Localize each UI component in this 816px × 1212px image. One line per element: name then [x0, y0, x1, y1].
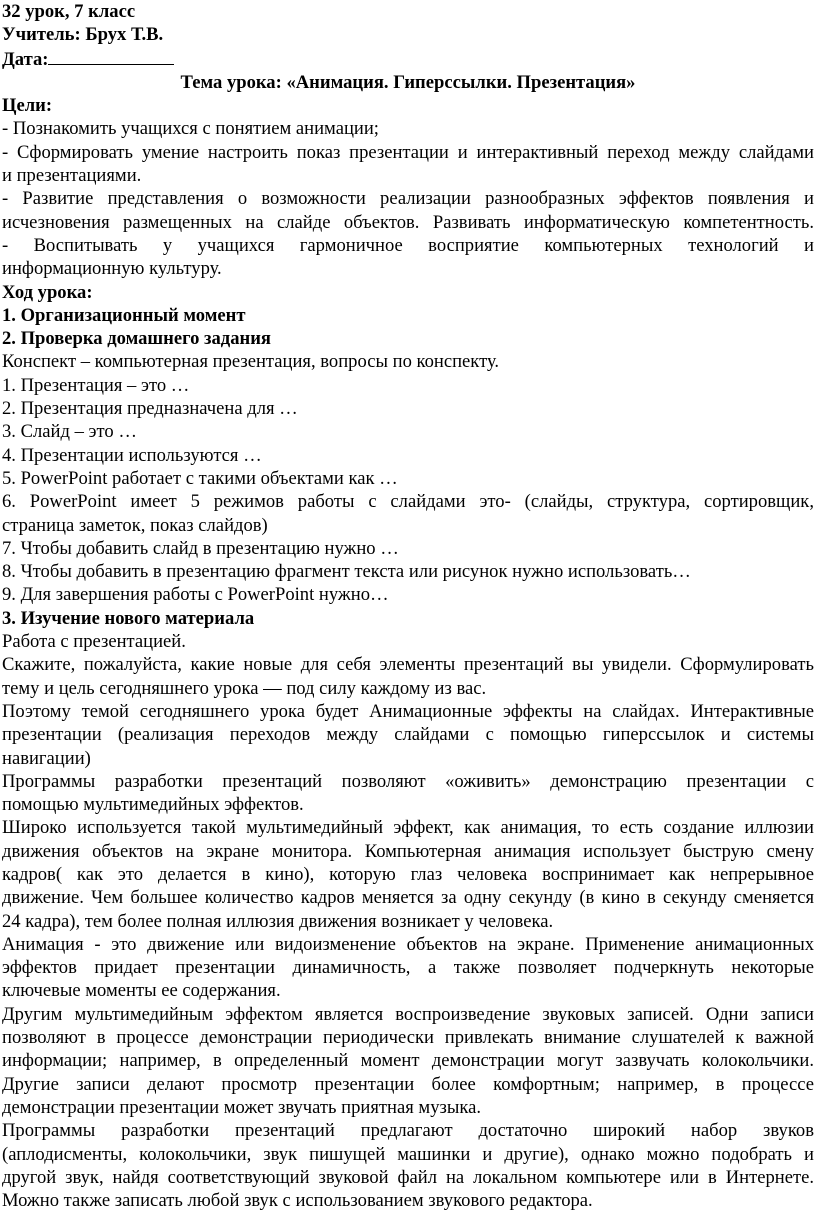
material-line: помощью мультимедийных эффектов. — [2, 794, 304, 816]
material-line: Другим мультимедийным эффектом является воспроизведение звуковых записей. Одни записи — [2, 1003, 814, 1025]
homework-question: 7. Чтобы добавить слайд в презентацию нужно … — [2, 537, 399, 559]
material-line: Поэтому темой сегодняшнего урока будет Анимационные эффекты на слайдах. Интерактивные — [2, 700, 814, 722]
step-organizational: 1. Организационный момент — [2, 304, 246, 326]
homework-question: 8. Чтобы добавить в презентацию фрагмент текста или рисунок нужно использовать… — [2, 561, 691, 583]
homework-question: 3. Слайд – это … — [2, 421, 137, 443]
material-line: движения объектов на экране монитора. Компьютерная анимация использует быструю смену — [2, 840, 814, 862]
material-line: демонстрации презентации может звучать приятная музыка. — [2, 1096, 481, 1118]
material-line: навигации) — [2, 747, 91, 769]
homework-question: 9. Для завершения работы с PowerPoint нужно… — [2, 584, 389, 606]
material-line: другой звук, найдя соответствующий звуковой файл на локальном компьютере или в Интернете. — [2, 1166, 814, 1188]
material-line: ключевые моменты ее содержания. — [2, 980, 281, 1002]
material-line: Работа с презентацией. — [2, 631, 186, 653]
goal-line: - Познакомить учащихся с понятием анимации; — [2, 118, 379, 140]
material-line: Программы разработки презентаций предлагают достаточно широкий набор звуков — [2, 1120, 814, 1142]
material-line: Программы разработки презентаций позволяют «оживить» демонстрацию презентации с — [2, 770, 814, 792]
homework-question: 4. Презентации используются … — [2, 444, 262, 466]
goal-line: исчезновения размещенных на слайде объектов. Развивать информатическую компетентность. — [2, 211, 814, 233]
material-line: тему и цель сегодняшнего урока — под силу каждому из вас. — [2, 677, 487, 699]
goals-heading: Цели: — [2, 95, 53, 117]
homework-line: Конспект – компьютерная презентация, вопросы по конспекту. — [2, 351, 500, 373]
homework-question: страница заметок, показ слайдов) — [2, 514, 268, 536]
goal-line: - Развитие представления о возможности реализации разнообразных эффектов появления и — [2, 188, 814, 210]
material-line: Другие записи делают просмотр презентации более комфортным; например, в процессе — [2, 1073, 814, 1095]
goal-line: - Сформировать умение настроить показ презентации и интерактивный переход между слайдами — [2, 141, 814, 163]
date-label: Дата: — [2, 48, 49, 70]
step-homework-check: 2. Проверка домашнего задания — [2, 328, 271, 350]
material-line: эффектов придает презентации динамичность, а также позволяет подчеркнуть некоторые — [2, 957, 814, 979]
date-blank — [48, 47, 174, 65]
teacher-name: Учитель: Брух Т.В. — [2, 24, 164, 46]
lesson-number: 32 урок, 7 класс — [2, 1, 136, 22]
homework-question: 6. PowerPoint имеет 5 режимов работы с слайдами это- (слайды, структура, сортировщик, — [2, 491, 814, 513]
date-line — [2, 47, 814, 71]
material-line: Можно также записать любой звук с использованием звукового редактора. — [2, 1190, 593, 1212]
lesson-topic: Тема урока: «Анимация. Гиперссылки. Презентация» — [180, 71, 636, 93]
homework-question: 1. Презентация – это … — [2, 374, 190, 396]
homework-question: 5. PowerPoint работает с такими объектами как … — [2, 467, 398, 489]
material-line: Скажите, пожалуйста, какие новые для себя элементы презентаций вы увидели. Сформулировать — [2, 654, 814, 676]
material-line: Широко используется такой мультимедийный эффект, как анимация, то есть создание иллюзии — [2, 817, 814, 839]
material-line: презентации (реализация переходов между слайдами с помощью гиперссылок и системы — [2, 724, 814, 746]
step-new-material: 3. Изучение нового материала — [2, 607, 255, 629]
goal-line: - Воспитывать у учащихся гармоничное восприятие компьютерных технологий и — [2, 234, 814, 256]
material-line: движение. Чем большее количество кадров меняется за одну секунду (в кино в секунду сменяется — [2, 887, 814, 909]
material-line: 24 кадра), тем более полная иллюзия движения возникает у человека. — [2, 910, 554, 932]
goal-line: информационную культуру. — [2, 258, 222, 280]
goal-line: и презентациями. — [2, 165, 142, 187]
material-line: (аплодисменты, колокольчики, звук пишущей машинки и другие), однако можно подобрать и — [2, 1143, 814, 1165]
material-line: позволяют в процессе демонстрации периодически привлекать внимание слушателей к важной — [2, 1027, 814, 1049]
course-heading: Ход урока: — [2, 281, 93, 303]
material-line: кадров( как это делается в кино), которую глаз человека воспринимает как непрерывное — [2, 863, 814, 885]
material-line: Анимация - это движение или видоизменение объектов на экране. Применение анимационных — [2, 933, 814, 955]
homework-question: 2. Презентация предназначена для … — [2, 398, 298, 420]
material-line: информации; например, в определенный момент демонстрации могут зазвучать колокольчики. — [2, 1050, 814, 1072]
